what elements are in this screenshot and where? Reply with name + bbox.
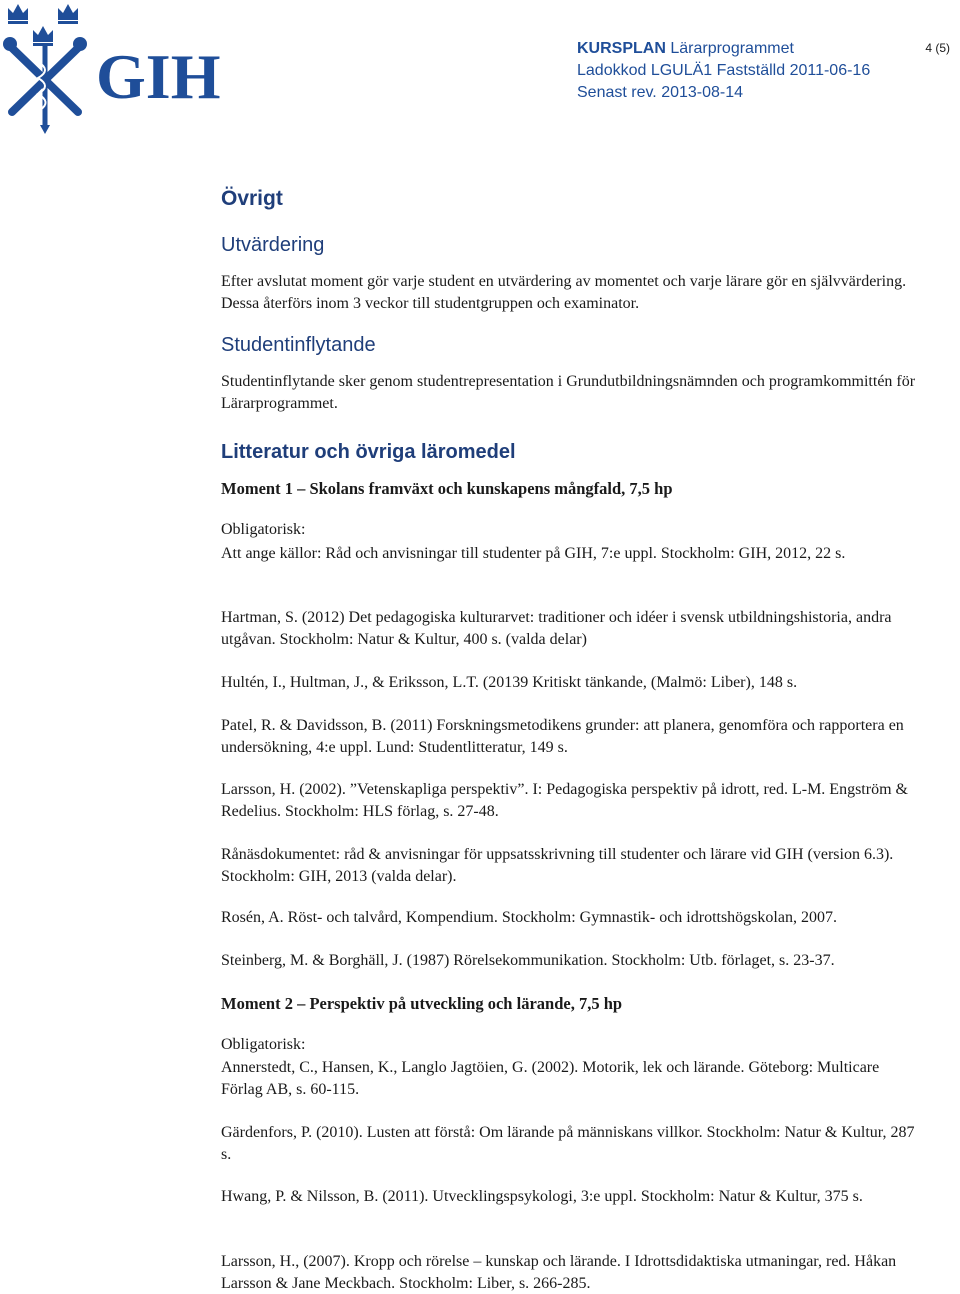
- heading-studentinflytande: Studentinflytande: [221, 334, 376, 356]
- header-line-3: Senast rev. 2013-08-14: [577, 84, 744, 101]
- header-line-2: Ladokkod LGULÄ1 Fastställd 2011-06-16: [577, 62, 871, 79]
- crown-icon: [8, 4, 28, 24]
- reference-item: Hwang, P. & Nilsson, B. (2011). Utvecklingspsykologi, 3:e uppl. Stockholm: Natur & Kultur, 375 s.: [221, 1188, 863, 1205]
- crown-icon: [33, 26, 53, 46]
- moment-1-label: Obligatorisk:: [221, 521, 306, 538]
- paragraph-utvardering: Efter avslutat moment gör varje student en utvärdering av momentet och varje lärare gör en självvärdering. Dessa återförs inom 3 veckor till studentgruppen och examinator.: [221, 273, 907, 312]
- heading-utvardering: Utvärdering: [221, 234, 325, 256]
- heading-litteratur: Litteratur och övriga läromedel: [221, 441, 516, 463]
- gih-logo: [0, 0, 250, 135]
- logo-text: GIH: [96, 41, 221, 112]
- header-kursplan: KURSPLAN: [577, 40, 666, 57]
- reference-item: Steinberg, M. & Borghäll, J. (1987) Rörelsekommunikation. Stockholm: Utb. förlaget, s. 23-37.: [221, 952, 835, 969]
- reference-item: Hartman, S. (2012) Det pedagogiska kulturarvet: traditioner och idéer i svensk utbildningshistoria, andra utgåvan. Stockholm: Natur & Kultur, 400 s. (valda delar): [221, 609, 892, 648]
- reference-item: Rosén, A. Röst- och talvård, Kompendium. Stockholm: Gymnastik- och idrottshögskolan, 2007.: [221, 909, 837, 926]
- header-program: Lärarprogrammet: [665, 40, 794, 57]
- reference-item: Att ange källor: Råd och anvisningar till studenter på GIH, 7:e uppl. Stockholm: GIH, 2012, 22 s.: [221, 545, 846, 562]
- moment-2-label: Obligatorisk:: [221, 1036, 306, 1053]
- reference-item: Rånäsdokumentet: råd & anvisningar för uppsatsskrivning till studenter och lärare vid GIH (version 6.3). Stockholm: GIH, 2013 (valda delar).: [221, 846, 894, 885]
- moment-1-title: Moment 1 – Skolans framväxt och kunskapens mångfald, 7,5 hp: [221, 479, 673, 498]
- reference-item: Patel, R. & Davidsson, B. (2011) Forskningsmetodikens grunder: att planera, genomföra och rapportera en undersökning, 4:e uppl. Lund: Studentlitteratur, 149 s.: [221, 717, 904, 756]
- document-header: [577, 38, 870, 104]
- reference-item: Larsson, H. (2002). ”Vetenskapliga perspektiv”. I: Pedagogiska perspektiv på idrott, red. L-M. Engström & Redelius. Stockholm: HLS förlag, s. 27-48.: [221, 781, 908, 820]
- moment-2-title: Moment 2 – Perspektiv på utveckling och lärande, 7,5 hp: [221, 994, 623, 1013]
- paragraph-studentinflytande: Studentinflytande sker genom studentrepresentation i Grundutbildningsnämnden och programkommittén för Lärarprogrammet.: [221, 373, 916, 412]
- header-line-1: [577, 38, 870, 60]
- reference-item: Larsson, H., (2007). Kropp och rörelse – kunskap och lärande. I Idrottsdidaktiska utmaningar, red. Håkan Larsson & Jane Meckbach. Stockholm: Liber, s. 266-285.: [221, 1253, 897, 1292]
- reference-item: Hultén, I., Hultman, J., & Eriksson, L.T. (20139 Kritiskt tänkande, (Malmö: Liber), 148 s.: [221, 674, 798, 691]
- page-number: 4 (5): [925, 41, 950, 55]
- heading-ovrigt: Övrigt: [221, 187, 283, 210]
- reference-item: Gärdenfors, P. (2010). Lusten att förstå: Om lärande på människans villkor. Stockholm: Natur & Kultur, 287 s.: [221, 1124, 915, 1163]
- reference-item: Annerstedt, C., Hansen, K., Langlo Jagtöien, G. (2002). Motorik, lek och lärande. Göteborg: Multicare Förlag AB, s. 60-115.: [221, 1059, 880, 1098]
- crown-icon: [58, 4, 78, 24]
